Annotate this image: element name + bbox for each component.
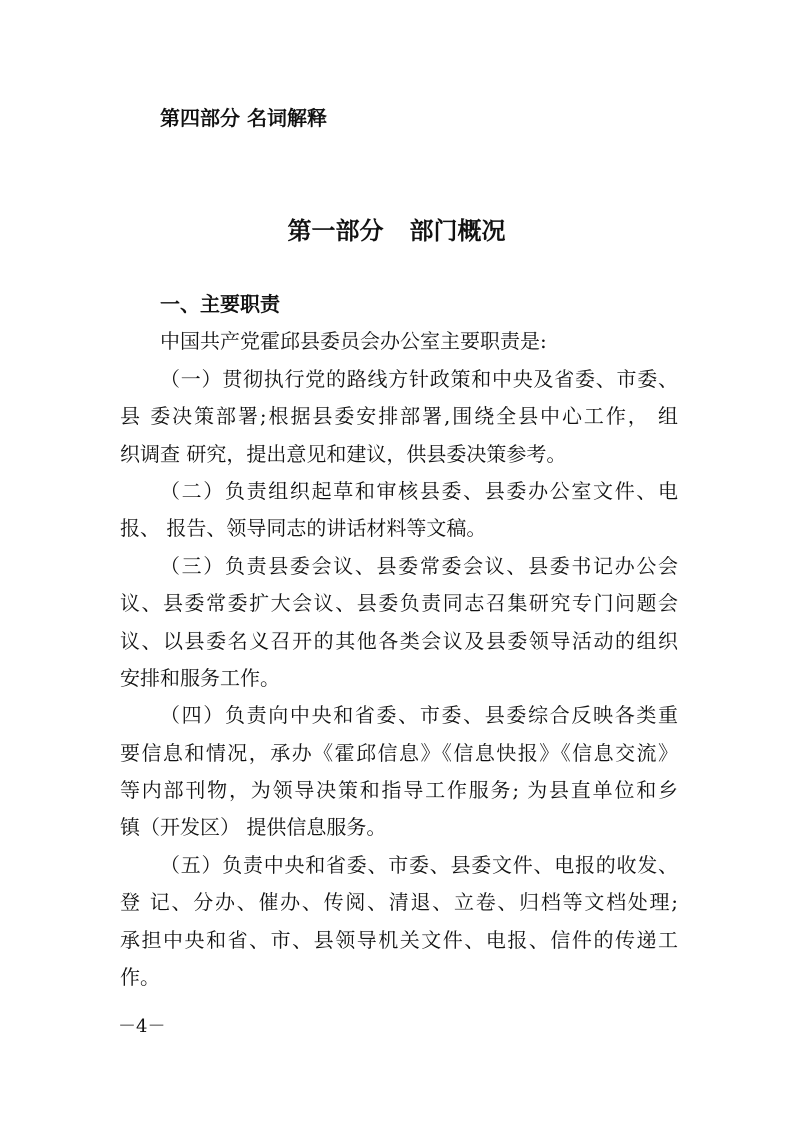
section-heading: 一、主要职责 [160, 292, 280, 316]
title-name: 部门概况 [409, 216, 506, 245]
paragraph-line: 安排和服务工作。 [120, 665, 280, 690]
paragraph-line: （四）负责向中央和省委、市委、县委综合反映各类重 [160, 703, 678, 728]
paragraph-duty-5 [120, 847, 678, 997]
paragraph-line: 县 委决策部署;根据县委安排部署,围绕全县中心工作， 组 [120, 404, 678, 429]
paragraph-line: 议、县委常委扩大会议、县委负责同志召集研究专门问题会 [120, 591, 678, 616]
paragraph-line: （二）负责组织起草和审核县委、县委办公室文件、电 [160, 478, 678, 503]
paragraph-line: （三）负责县委会议、县委常委会议、县委书记办公会 [160, 553, 678, 578]
paragraph-line: 等内部刊物，为领导决策和指导工作服务; 为县直单位和乡 [120, 778, 678, 803]
paragraph-line: 报、 报告、领导同志的讲话材料等文稿。 [120, 516, 487, 541]
paragraph-duty-2 [120, 473, 678, 548]
paragraph-line: （五）负责中央和省委、市委、县委文件、电报的收发、 [160, 852, 678, 877]
paragraph-line: 登 记、分办、催办、传阅、清退、立卷、归档等文档处理; [120, 890, 678, 915]
paragraph-line: 承担中央和省、市、县领导机关文件、电报、信件的传递工 [120, 927, 678, 952]
page-title [0, 215, 793, 247]
paragraph-line: 作。 [120, 965, 160, 990]
paragraph-duty-1 [120, 361, 678, 473]
paragraph-line: 镇（开发区） 提供信息服务。 [120, 815, 387, 840]
page-number: －4－ [118, 1016, 166, 1037]
title-part: 第一部分 [287, 216, 384, 245]
paragraph-line: 要信息和情况，承办《霍邱信息》《信息快报》《信息交流》 [120, 740, 678, 765]
paragraph-line: 织调查 研究，提出意见和建议，供县委决策参考。 [120, 441, 567, 466]
paragraph-line: （一）贯彻执行党的路线方针政策和中央及省委、市委、 [160, 366, 678, 391]
paragraph-line: 中国共产党霍邱县委员会办公室主要职责是: [160, 329, 547, 354]
paragraph-line: 议、以县委名义召开的其他各类会议及县委领导活动的组织 [120, 628, 678, 653]
paragraph-duty-3 [120, 548, 678, 698]
paragraph-intro [120, 323, 678, 360]
paragraph-duty-4 [120, 697, 678, 847]
part-four-heading: 第四部分 名词解释 [160, 106, 327, 130]
document-body [120, 286, 678, 996]
